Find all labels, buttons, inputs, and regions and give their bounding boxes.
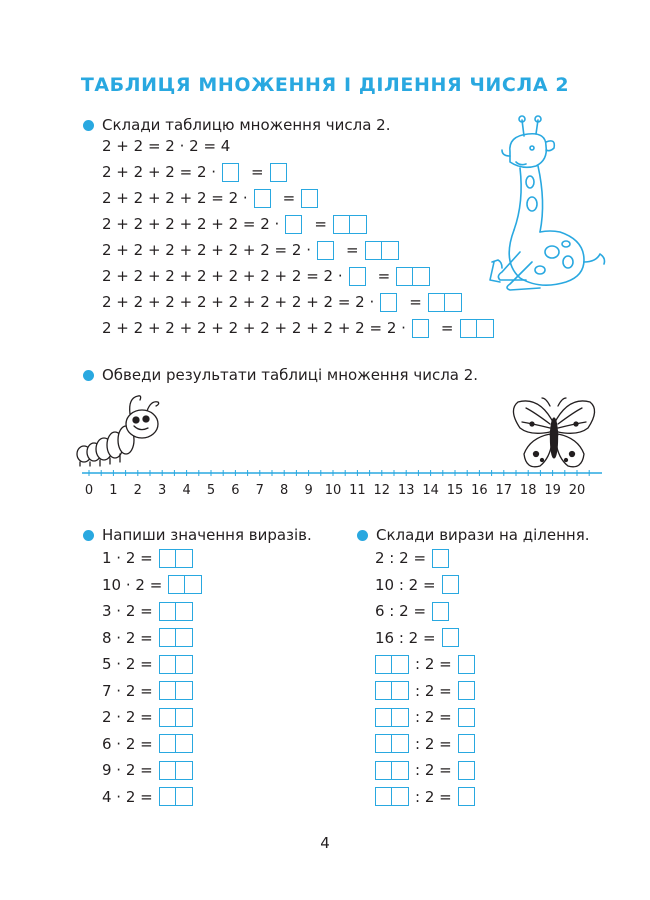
multiplier-box[interactable]	[222, 163, 239, 182]
task4-blank-row	[375, 652, 475, 676]
answer-box-group	[159, 602, 193, 621]
row-expression: 9 · 2 =	[102, 761, 153, 779]
row-expression: 3 · 2 =	[102, 602, 153, 620]
answer-box-group	[375, 708, 409, 727]
answer-box[interactable]	[375, 708, 392, 727]
answer-box-group	[301, 189, 318, 208]
answer-box-group	[458, 708, 475, 727]
bullet-icon	[83, 120, 94, 131]
row-expression: 16 : 2 =	[375, 628, 436, 647]
answer-box[interactable]	[375, 787, 392, 806]
bullet-icon	[357, 530, 368, 541]
answer-box[interactable]	[270, 163, 287, 182]
answer-box[interactable]	[159, 681, 176, 700]
task2-instruction: Обведи результати таблиці множення числа 2.	[83, 366, 478, 384]
answer-box-group	[460, 319, 494, 338]
number-line-label[interactable]: 17	[495, 483, 513, 498]
butterfly-illustration	[510, 394, 600, 474]
row-expression: 2 · 2 =	[102, 708, 153, 726]
answer-box-group	[159, 787, 193, 806]
multiplier-box[interactable]	[254, 189, 271, 208]
answer-box-group	[458, 681, 475, 700]
row-expression: 10 : 2 =	[375, 575, 436, 594]
page-number: 4	[320, 834, 330, 852]
answer-box[interactable]	[159, 602, 176, 621]
task4-blank-row	[375, 732, 475, 756]
answer-box-group	[375, 761, 409, 780]
answer-box-group	[458, 761, 475, 780]
row-expression: 2 + 2 + 2 = 2 ·	[102, 163, 217, 181]
task3-row	[102, 679, 193, 703]
answer-box[interactable]	[458, 655, 475, 674]
multiplier-box[interactable]	[285, 215, 302, 234]
task3-row	[102, 785, 193, 809]
answer-box[interactable]	[176, 655, 193, 674]
task4-row	[375, 573, 459, 597]
answer-box[interactable]	[432, 602, 449, 621]
multiplier-box[interactable]	[380, 293, 397, 312]
answer-box[interactable]	[159, 761, 176, 780]
answer-box-group	[365, 241, 399, 260]
answer-box-group	[168, 575, 202, 594]
row-expression: 4 · 2 =	[102, 787, 153, 806]
task1-row	[102, 186, 318, 210]
equals-sign: =	[251, 163, 264, 181]
caterpillar-illustration	[76, 392, 166, 470]
row-expression: 2 + 2 + 2 + 2 = 2 ·	[102, 189, 248, 207]
answer-box[interactable]	[442, 628, 459, 647]
row-expression: 10 · 2 =	[102, 575, 163, 594]
answer-box-group	[159, 655, 193, 674]
number-line-label[interactable]: 7	[255, 483, 264, 498]
number-line-label[interactable]: 13	[397, 483, 415, 498]
row-expression: 2 + 2 + 2 + 2 + 2 + 2 + 2 = 2 ·	[102, 267, 343, 285]
row-expression: : 2 =	[415, 787, 452, 806]
number-line-label[interactable]: 4	[182, 483, 191, 498]
task4-blank-row	[375, 679, 475, 703]
task4-row	[375, 599, 449, 623]
answer-box[interactable]	[365, 241, 382, 260]
number-line-label[interactable]: 9	[304, 483, 313, 498]
row-expression: : 2 =	[415, 708, 452, 726]
answer-box[interactable]	[159, 549, 176, 568]
task3-row	[102, 758, 193, 782]
equals-sign: =	[282, 189, 296, 207]
number-line-label[interactable]: 1	[109, 483, 118, 498]
answer-box[interactable]	[159, 655, 176, 674]
multiplier-box[interactable]	[412, 319, 429, 338]
row-expression: : 2 =	[415, 681, 452, 700]
answer-box-group	[375, 734, 409, 753]
equals-sign: =	[377, 267, 391, 285]
row-expression: 5 · 2 =	[102, 655, 153, 673]
answer-box[interactable]	[176, 549, 193, 568]
number-line-label[interactable]: 5	[206, 483, 216, 498]
task4-blank-row	[375, 705, 475, 729]
answer-box[interactable]	[392, 787, 409, 806]
task1-row	[102, 212, 367, 236]
row-expression: 8 · 2 =	[102, 628, 153, 647]
number-line-label[interactable]: 12	[373, 483, 391, 498]
answer-box[interactable]	[382, 241, 399, 260]
answer-box-group	[159, 628, 193, 647]
row-expression: 1 · 2 =	[102, 549, 153, 567]
row-expression: 2 : 2 =	[375, 549, 427, 567]
task3-row	[102, 732, 193, 756]
answer-box-group	[270, 163, 287, 182]
task3-row	[102, 599, 193, 623]
answer-box-group	[396, 267, 430, 286]
answer-box[interactable]	[392, 655, 409, 674]
equals-sign: =	[409, 293, 422, 311]
page-title: ТАБЛИЦЯ МНОЖЕННЯ І ДІЛЕННЯ ЧИСЛА 2	[80, 74, 570, 96]
answer-box[interactable]	[392, 681, 409, 700]
task1-row	[102, 238, 399, 262]
answer-box[interactable]	[396, 267, 413, 286]
task3-row	[102, 705, 193, 729]
answer-box[interactable]	[176, 628, 193, 647]
task1-row	[102, 290, 462, 314]
answer-box[interactable]	[176, 734, 193, 753]
answer-box[interactable]	[375, 761, 392, 780]
bullet-icon	[83, 370, 94, 381]
answer-box-group	[159, 734, 193, 753]
answer-box-group	[432, 549, 449, 568]
answer-box[interactable]	[185, 575, 202, 594]
answer-box[interactable]	[333, 215, 350, 234]
answer-box-group	[159, 549, 193, 568]
multiplier-box[interactable]	[317, 241, 334, 260]
answer-box[interactable]	[460, 319, 477, 338]
task1-example: 2 + 2 = 2 · 2 = 4	[102, 137, 231, 155]
task4-row	[375, 546, 449, 570]
equals-sign: =	[314, 215, 327, 233]
answer-box[interactable]	[477, 319, 494, 338]
answer-box-group	[442, 628, 459, 647]
number-line-label[interactable]: 11	[349, 483, 366, 498]
task1-row	[102, 264, 430, 288]
answer-box[interactable]	[392, 734, 409, 753]
number-line-label[interactable]: 8	[280, 483, 289, 498]
answer-box[interactable]	[458, 708, 475, 727]
answer-box[interactable]	[350, 215, 367, 234]
answer-box-group	[375, 655, 409, 674]
answer-box[interactable]	[458, 787, 475, 806]
number-line-label[interactable]: 10	[324, 483, 342, 498]
task3-row	[102, 652, 193, 676]
answer-box[interactable]	[442, 575, 459, 594]
row-expression: 6 · 2 =	[102, 734, 153, 753]
task1-instruction: Склади таблицю множення числа 2.	[83, 116, 391, 134]
task4-blank-row	[375, 785, 475, 809]
answer-box[interactable]	[458, 734, 475, 753]
answer-box[interactable]	[458, 681, 475, 700]
number-line-label[interactable]: 6	[231, 483, 240, 498]
answer-box[interactable]	[392, 708, 409, 727]
task3-row	[102, 546, 193, 570]
answer-box-group	[458, 787, 475, 806]
answer-box[interactable]	[176, 681, 193, 700]
number-line-label[interactable]: 2	[133, 483, 142, 498]
answer-box[interactable]	[159, 708, 176, 727]
answer-box-group	[428, 293, 462, 312]
number-line-label[interactable]: 16	[471, 483, 488, 498]
task1-row	[102, 160, 287, 184]
row-expression: 2 + 2 + 2 + 2 + 2 + 2 = 2 ·	[102, 241, 311, 259]
row-expression: : 2 =	[415, 761, 452, 779]
row-expression: : 2 =	[415, 734, 452, 753]
answer-box-group	[333, 215, 367, 234]
number-line-label[interactable]: 20	[568, 483, 586, 498]
task1-row	[102, 316, 494, 340]
answer-box[interactable]	[176, 708, 193, 727]
answer-box[interactable]	[432, 549, 449, 568]
answer-box[interactable]	[176, 787, 193, 806]
answer-box[interactable]	[159, 787, 176, 806]
number-line-label[interactable]: 15	[446, 483, 464, 498]
equals-sign: =	[345, 241, 359, 259]
row-expression: 2 + 2 + 2 + 2 + 2 + 2 + 2 + 2 = 2 ·	[102, 293, 375, 311]
giraffe-illustration	[480, 112, 610, 297]
row-expression: 6 : 2 =	[375, 602, 427, 620]
row-expression: : 2 =	[415, 655, 452, 673]
answer-box[interactable]	[159, 734, 176, 753]
answer-box-group	[442, 575, 459, 594]
answer-box[interactable]	[301, 189, 318, 208]
task3-row	[102, 626, 193, 650]
answer-box-group	[458, 734, 475, 753]
answer-box[interactable]	[375, 734, 392, 753]
answer-box[interactable]	[413, 267, 430, 286]
row-expression: 2 + 2 + 2 + 2 + 2 = 2 ·	[102, 215, 280, 233]
answer-box-group	[375, 787, 409, 806]
answer-box[interactable]	[458, 761, 475, 780]
answer-box[interactable]	[375, 655, 392, 674]
number-line-label[interactable]: 18	[519, 483, 537, 498]
number-line-label[interactable]: 14	[422, 483, 439, 498]
task3-row	[102, 573, 202, 597]
answer-box-group	[159, 761, 193, 780]
answer-box-group	[159, 708, 193, 727]
answer-box[interactable]	[428, 293, 445, 312]
row-expression: 2 + 2 + 2 + 2 + 2 + 2 + 2 + 2 + 2 = 2 ·	[102, 319, 406, 337]
answer-box[interactable]	[375, 681, 392, 700]
answer-box-group	[458, 655, 475, 674]
answer-box-group	[432, 602, 449, 621]
answer-box[interactable]	[159, 628, 176, 647]
task3-instruction: Напиши значення виразів.	[83, 526, 312, 544]
row-expression: 7 · 2 =	[102, 681, 153, 700]
answer-box[interactable]	[168, 575, 185, 594]
answer-box-group	[375, 681, 409, 700]
number-line-label[interactable]: 0	[84, 483, 94, 498]
answer-box[interactable]	[445, 293, 462, 312]
answer-box[interactable]	[392, 761, 409, 780]
number-line-label[interactable]: 3	[158, 483, 167, 498]
task4-blank-row	[375, 758, 475, 782]
answer-box[interactable]	[176, 761, 193, 780]
multiplier-box[interactable]	[349, 267, 366, 286]
number-line-label[interactable]: 19	[544, 483, 561, 498]
answer-box[interactable]	[176, 602, 193, 621]
task4-instruction: Склади вирази на ділення.	[357, 526, 590, 544]
task4-row	[375, 626, 459, 650]
number-line	[0, 465, 650, 505]
bullet-icon	[83, 530, 94, 541]
answer-box-group	[159, 681, 193, 700]
equals-sign: =	[440, 319, 454, 337]
